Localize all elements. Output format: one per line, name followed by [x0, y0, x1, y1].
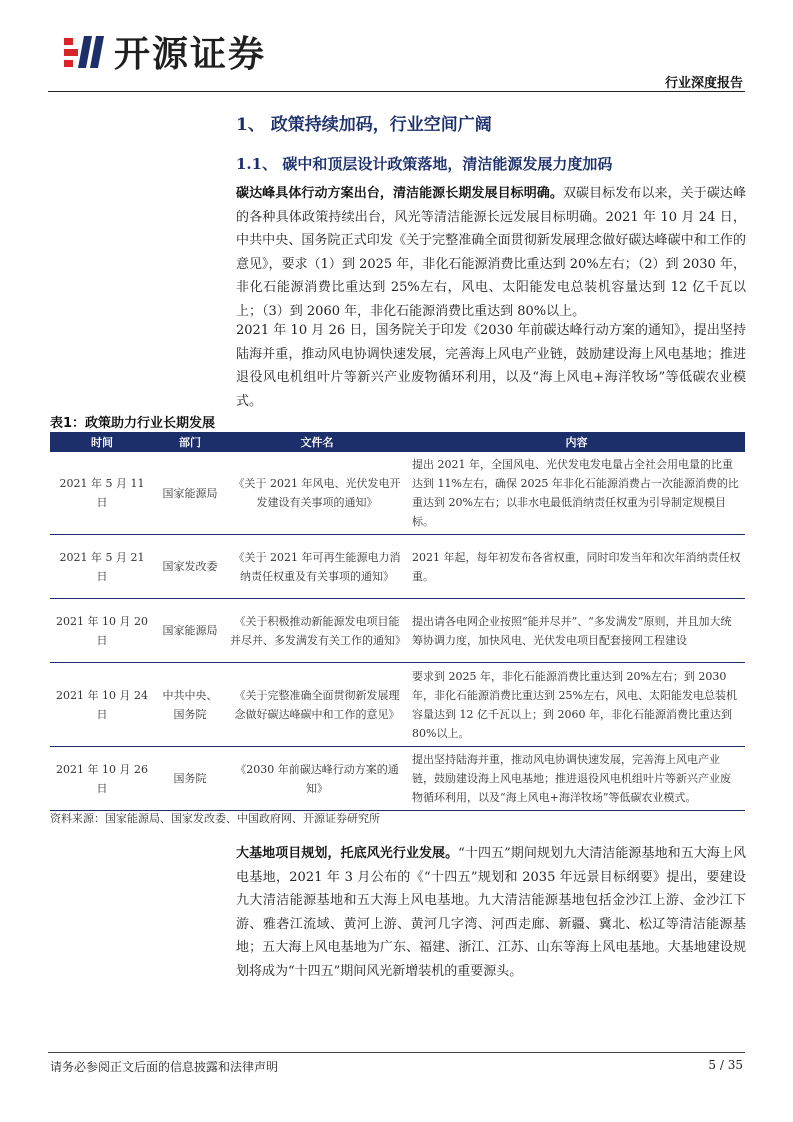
- header-divider: [48, 91, 745, 92]
- column-header-content: 内容: [408, 432, 745, 452]
- cell-department: 国家能源局: [154, 452, 226, 535]
- table-source: 资料来源：国家能源局、国家发改委、中国政府网、开源证券研究所: [50, 812, 380, 825]
- cell-content: 提出 2021 年，全国风电、光伏发电发电量占全社会用电量的比重达到 11%左右，确保 2025 年非化石能源消费占一次能源消费的比重达到 20%左右；以非水电最低消纳责任权重为引导制定规模目标。: [408, 452, 745, 535]
- table-row: [50, 663, 745, 747]
- paragraph-carbon-peak: [236, 182, 746, 323]
- paragraph-lead: 碳达峰具体行动方案出台，清洁能源长期发展目标明确。: [236, 186, 563, 201]
- cell-content: 提出坚持陆海并重，推动风电协调快速发展，完善海上风电产业链，鼓励建设海上风电基地；推进退役风电机组叶片等新兴产业废物循环利用，以及“海上风电+海洋牧场”等低碳农业模式。: [408, 747, 745, 811]
- paragraph-body: “十四五”期间规划九大清洁能源基地和五大海上风电基地，2021 年 3 月公布的《“十四五”规划和 2035 年远景目标纲要》提出，要建设九大清洁能源基地和五大海上风电基地。九大清洁能源基地包括金沙江上游、金沙江下游、雅砻江流域、黄河上游、黄河几字湾、河西走廊、新疆、冀北、松辽等清洁能源基地；五大海上风电基地为广东、福建、浙江、江苏、山东等海上风电基地。大基地建设规划将成为“十四五”期间风光新增装机的重要源头。: [236, 846, 746, 979]
- cell-document: 《2030 年前碳达峰行动方案的通知》: [226, 747, 408, 811]
- cell-date: 2021 年 10 月 26 日: [50, 747, 154, 811]
- page-number: 5 / 35: [708, 1058, 743, 1072]
- cell-department: 国家能源局: [154, 599, 226, 663]
- column-header-date: 时间: [50, 432, 154, 452]
- footer-disclaimer: 请务必参阅正文后面的信息披露和法律声明: [50, 1060, 279, 1074]
- cell-document: 《关于积极推动新能源发电项目能并尽并、多发满发有关工作的通知》: [226, 599, 408, 663]
- footer-divider: [48, 1052, 745, 1053]
- paragraph-lead: 大基地项目规划，托底风光行业发展。: [236, 846, 459, 861]
- brand-logo: [62, 28, 302, 75]
- table-row: [50, 747, 745, 811]
- cell-date: 2021 年 5 月 21 日: [50, 535, 154, 599]
- cell-department: 国家发改委: [154, 535, 226, 599]
- brand-name: 开源证券: [114, 34, 267, 75]
- cell-document: 《关于 2021 年可再生能源电力消纳责任权重及有关事项的通知》: [226, 535, 408, 599]
- section-heading: 1、 政策持续加码，行业空间广阔: [236, 115, 492, 135]
- cell-content: 2021 年起，每年初发布各省权重，同时印发当年和次年消纳责任权重。: [408, 535, 745, 599]
- cell-date: 2021 年 10 月 20 日: [50, 599, 154, 663]
- paragraph-mega-bases: [236, 842, 746, 983]
- cell-content: 要求到 2025 年，非化石能源消费比重达到 20%左右；到 2030 年，非化石能源消费比重达到 25%左右，风电、太阳能发电总装机容量达到 12 亿千瓦以上；到 2060 年，非化石能源消费比重达到 80%以上。: [408, 663, 745, 747]
- table-row: [50, 599, 745, 663]
- table-title: 表1：政策助力行业长期发展: [50, 416, 216, 431]
- cell-department: 中共中央、国务院: [154, 663, 226, 747]
- column-header-department: 部门: [154, 432, 226, 452]
- cell-document: 《关于 2021 年风电、光伏发电开发建设有关事项的通知》: [226, 452, 408, 535]
- table-header-row: [50, 432, 745, 452]
- cell-document: 《关于完整准确全面贯彻新发展理念做好碳达峰碳中和工作的意见》: [226, 663, 408, 747]
- cell-content: 提出请各电网企业按照“能并尽并”、“多发满发”原则，并且加大统筹协调力度，加快风电、光伏发电项目配套接网工程建设: [408, 599, 745, 663]
- cell-date: 2021 年 5 月 11 日: [50, 452, 154, 535]
- cell-department: 国务院: [154, 747, 226, 811]
- kaiyuan-logo-icon: [62, 32, 108, 72]
- report-type: 行业深度报告: [664, 76, 743, 91]
- cell-date: 2021 年 10 月 24 日: [50, 663, 154, 747]
- column-header-document: 文件名: [226, 432, 408, 452]
- policy-table: [50, 432, 745, 811]
- paragraph-body: 双碳目标发布以来，关于碳达峰的各种具体政策持续出台，风光等清洁能源长远发展目标明确。2021 年 10 月 24 日，中共中央、国务院正式印发《关于完整准确全面贯彻新发展理念做好碳达峰碳中和工作的意见》，要求（1）到 2025 年，非化石能源消费比重达到 20%左右；（2）到 2030 年，非化石能源消费比重达到 25%左右，风电、太阳能发电总装机容量达到 12 亿千瓦以上；（3）到 2060 年，非化石能源消费比重达到 80%以上。: [236, 186, 746, 319]
- table-row: [50, 535, 745, 599]
- table-row: [50, 452, 745, 535]
- paragraph-action-plan: 2021 年 10 月 26 日，国务院关于印发《2030 年前碳达峰行动方案的通知》，提出坚持陆海并重，推动风电协调快速发展，完善海上风电产业链，鼓励建设海上风电基地；推进退役风电机组叶片等新兴产业废物循环利用，以及“海上风电+海洋牧场”等低碳农业模式。: [236, 323, 746, 409]
- subsection-heading: 1.1、 碳中和顶层设计政策落地，清洁能源发展力度加码: [236, 155, 613, 173]
